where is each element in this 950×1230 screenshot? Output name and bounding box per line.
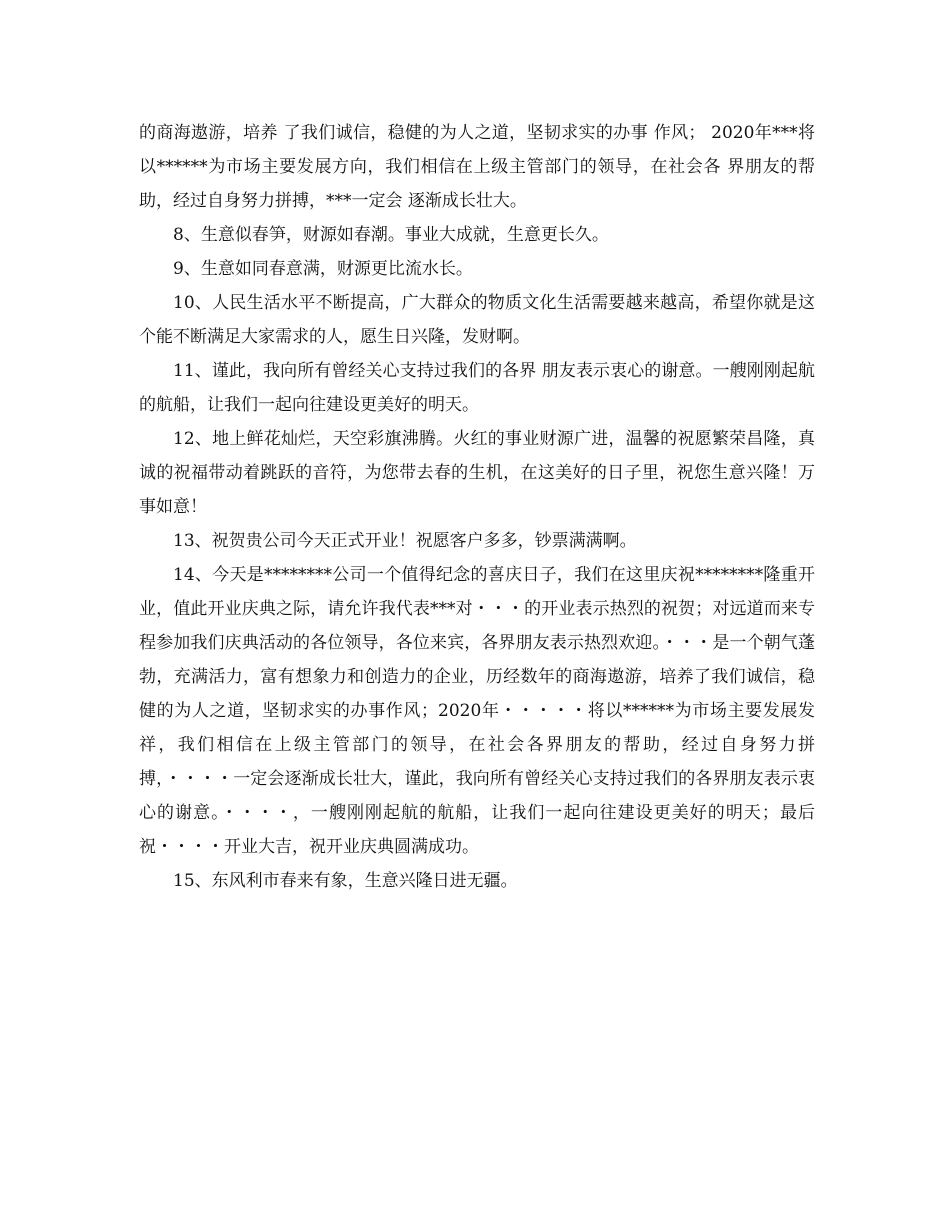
paragraph-continuation: 的商海遨游，培养 了我们诚信，稳健的为人之道，坚韧求实的办事 作风； 2020年***将以******为市场主要发展方向，我们相信在上级主管部门的领导，在社会各 界朋友的帮助，经过自身努力拼搏，***一定会 逐渐成长壮大。: [139, 123, 815, 211]
paragraph-item-13: 13、祝贺贵公司今天正式开业！祝愿客户多多，钞票满满啊。: [173, 531, 637, 551]
paragraph-item-10: 10、人民生活水平不断提高，广大群众的物质文化生活需要越来越高，希望你就是这个能不断满足大家需求的人，愿生日兴隆，发财啊。: [139, 293, 815, 347]
paragraph-item-9: 9、生意如同春意满，财源更比流水长。: [173, 259, 473, 279]
paragraph-item-14: 14、今天是********公司一个值得纪念的喜庆日子，我们在这里庆祝********隆重开业，值此开业庆典之际，请允许我代表***对・・・的开业表示热烈的祝贺；对远道而来专程参加我们庆典活动的各位领导，各位来宾，各界朋友表示热烈欢迎。・・・是一个朝气蓬勃，充满活力，富有想象力和创造力的企业，历经数年的商海遨游，培养了我们诚信，稳健的为人之道，坚韧求实的办事作风；2020年・・・・・将以******为市场主要发展发祥，我们相信在上级主管部门的领导，在社会各界朋友的帮助，经过自身努力拼搏，・・・・一定会逐渐成长壮大，谨此，我向所有曾经关心支持过我们的各界朋友表示衷心的谢意。・・・・，一艘刚刚起航的航船，让我们一起向往建设更美好的明天；最后祝・・・・开业大吉，祝开业庆典圆满成功。: [139, 565, 815, 857]
document-body: [139, 116, 815, 898]
paragraph-item-11: 11、谨此，我向所有曾经关心支持过我们的各界 朋友表示衷心的谢意。一艘刚刚起航的航船，让我们一起向往建设更美好的明天。: [139, 361, 815, 415]
paragraph-item-12: 12、地上鲜花灿烂，天空彩旗沸腾。火红的事业财源广进，温馨的祝愿繁荣昌隆，真诚的祝福带动着跳跃的音符，为您带去春的生机，在这美好的日子里，祝您生意兴隆！万事如意！: [139, 429, 815, 517]
paragraph-item-15: 15、东风利市春来有象，生意兴隆日进无疆。: [173, 871, 518, 891]
paragraph-item-8: 8、生意似春笋，财源如春潮。事业大成就，生意更长久。: [173, 225, 609, 245]
